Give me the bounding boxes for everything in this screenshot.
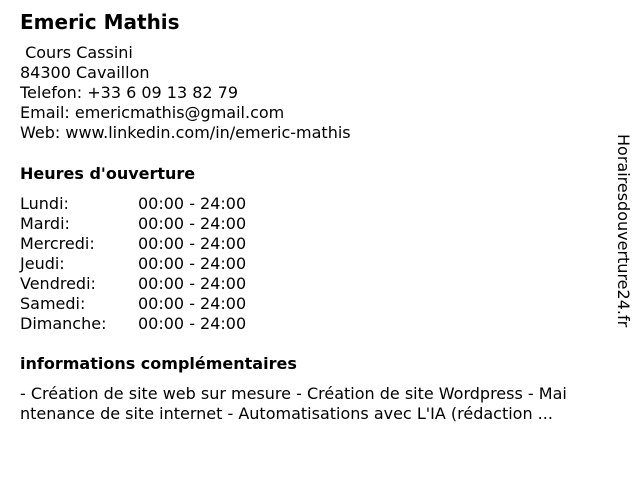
day-label: Samedi: [20,294,86,313]
website-url: Web: www.linkedin.com/in/emeric-mathis [20,123,351,142]
additional-info-heading: informations complémentaires [20,354,297,373]
phone-number: Telefon: +33 6 09 13 82 79 [20,83,239,102]
business-name: Emeric Mathis [20,10,180,34]
time-range: 00:00 - 24:00 [138,294,247,313]
city-address: 84300 Cavaillon [20,63,150,82]
additional-info-text [20,384,610,424]
day-label: Dimanche: [20,314,107,333]
watermark-text: Horairesdouverture24.fr [614,134,633,328]
day-label: Mardi: [20,214,70,233]
day-label: Lundi: [20,194,69,213]
time-range: 00:00 - 24:00 [138,274,247,293]
site-watermark [612,134,634,348]
time-range: 00:00 - 24:00 [138,234,247,253]
info-line: ntenance de site internet - Automatisations avec L'IA (rédaction ... [20,404,553,423]
day-label: Mercredi: [20,234,95,253]
street-address: Cours Cassini [20,43,133,62]
opening-hours-heading: Heures d'ouverture [20,164,196,183]
info-line: - Création de site web sur mesure - Création de site Wordpress - Mai [20,384,567,403]
time-range: 00:00 - 24:00 [138,314,247,333]
email-address: Email: emericmathis@gmail.com [20,103,285,122]
time-range: 00:00 - 24:00 [138,214,247,233]
contact-block [20,43,351,143]
day-label: Vendredi: [20,274,96,293]
time-range: 00:00 - 24:00 [138,194,247,213]
day-label: Jeudi: [20,254,65,273]
time-range: 00:00 - 24:00 [138,254,247,273]
